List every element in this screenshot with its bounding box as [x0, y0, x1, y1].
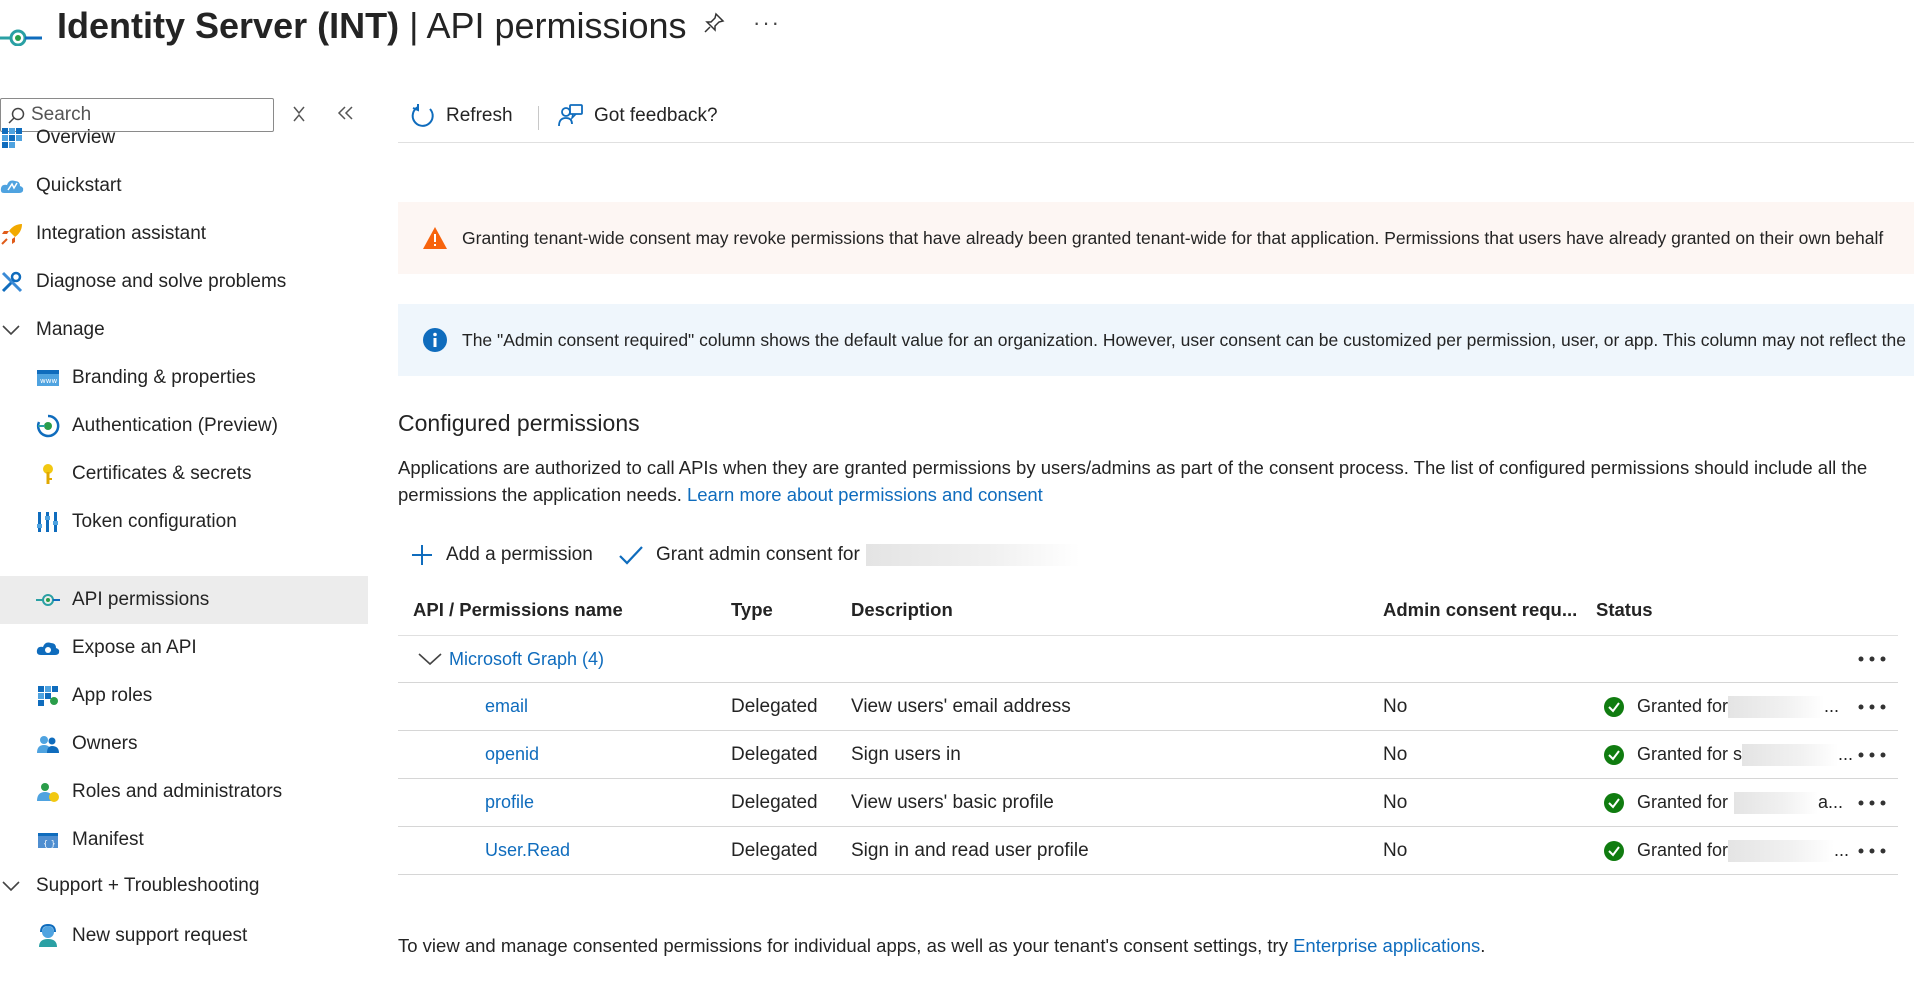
more-icon [1858, 704, 1886, 710]
refresh-icon [410, 103, 436, 129]
sidebar-group-label: Manage [36, 319, 105, 340]
section-title: Configured permissions [398, 410, 640, 436]
row-more-button[interactable] [1858, 779, 1886, 826]
row-more-button[interactable] [1858, 731, 1886, 778]
sidebar-item-label: New support request [72, 925, 248, 946]
microsoft-graph-link[interactable]: Microsoft Graph (4) [449, 648, 605, 669]
key-icon [36, 462, 60, 486]
status-ellipsis: ... [1824, 696, 1840, 716]
warning-banner [398, 202, 1914, 274]
rocket-icon [0, 222, 24, 246]
permission-name-link[interactable]: profile [485, 792, 535, 812]
sidebar-item-token-configuration[interactable] [0, 498, 368, 546]
redacted-tenant-name [1728, 840, 1834, 862]
chevron-down-icon [2, 880, 20, 892]
permission-type: Delegated [731, 791, 818, 813]
admin-consent-value: No [1383, 743, 1408, 765]
token-icon [36, 510, 60, 534]
table-row [398, 827, 1898, 875]
section-description [398, 454, 1898, 508]
sidebar-item-app-roles[interactable] [0, 672, 368, 720]
permission-type: Delegated [731, 695, 818, 717]
table-row [398, 683, 1898, 731]
footer-note [398, 935, 1485, 957]
warning-icon [422, 226, 448, 250]
svg-text:{ }: { } [43, 839, 56, 848]
permission-type: Delegated [731, 839, 818, 861]
warning-text: Granting tenant-wide consent may revoke permissions that have already been granted tenant-wide for that application. Permissions that users have already granted on their own behalf [462, 227, 1884, 248]
row-more-button[interactable] [1858, 683, 1886, 730]
manifest-icon [36, 828, 60, 852]
sidebar-item-label: Overview [36, 127, 116, 148]
info-text: The "Admin consent required" column shows the default value for an organization. However, user consent can be customized per permission, user, or app. This column may not reflect the [462, 329, 1906, 350]
cloud-icon [36, 636, 60, 660]
api-permissions-icon [36, 588, 60, 612]
sidebar-item-manifest[interactable] [0, 816, 368, 864]
quickstart-icon [0, 174, 24, 198]
sidebar-item-new-support-request[interactable] [0, 912, 368, 960]
sidebar-group-manage[interactable] [0, 306, 368, 354]
support-icon [36, 924, 60, 948]
page-title: Identity Server (INT) | API permissions [57, 5, 687, 46]
sidebar-item-diagnose[interactable] [0, 258, 368, 306]
sidebar-item-label: Owners [72, 733, 138, 754]
add-permission-button[interactable] [410, 535, 593, 575]
more-icon [1858, 848, 1886, 854]
more-icon [1858, 752, 1886, 758]
sidebar-item-branding[interactable] [0, 354, 368, 402]
sidebar-item-label: Authentication (Preview) [72, 415, 278, 436]
column-header-description[interactable]: Description [851, 599, 953, 620]
column-header-name[interactable]: API / Permissions name [413, 599, 623, 620]
sidebar-item-label: Quickstart [36, 175, 122, 196]
refresh-label: Refresh [446, 105, 513, 126]
status-ellipsis: ... [1838, 744, 1854, 764]
sidebar-item-integration-assistant[interactable] [0, 210, 368, 258]
add-permission-label: Add a permission [446, 544, 593, 565]
check-circle-icon [1603, 840, 1625, 862]
footer-text: To view and manage consented permissions for individual apps, as well as your tenant's consent settings, try [398, 935, 1294, 956]
command-bar [398, 92, 1914, 143]
check-circle-icon [1603, 744, 1625, 766]
status-text: Granted for [1637, 840, 1729, 860]
wrench-icon [0, 270, 24, 294]
sidebar-item-label: Integration assistant [36, 223, 207, 244]
chevron-down-icon [418, 652, 442, 666]
sidebar-group-support[interactable] [0, 862, 368, 910]
row-more-button[interactable] [1858, 827, 1886, 874]
sidebar-item-label: Diagnose and solve problems [36, 271, 287, 292]
sidebar-item-roles-admins[interactable] [0, 768, 368, 816]
sidebar-item-label: App roles [72, 685, 153, 706]
redacted-tenant-name [866, 544, 1080, 566]
sidebar-item-authentication[interactable] [0, 402, 368, 450]
owners-icon [36, 732, 60, 756]
app-roles-icon [36, 684, 60, 708]
permission-name-link[interactable]: openid [485, 744, 540, 764]
feedback-icon [558, 103, 584, 129]
grant-admin-consent-button[interactable] [618, 535, 1080, 575]
status-text: Granted for s [1637, 744, 1743, 764]
sidebar-item-certificates[interactable] [0, 450, 368, 498]
more-icon [1858, 800, 1886, 806]
app-registration-icon [0, 6, 44, 51]
sidebar-item-label: API permissions [72, 589, 210, 610]
roles-icon [36, 780, 60, 804]
more-icon [1858, 656, 1886, 662]
title-bar [0, 0, 1914, 60]
more-options-icon[interactable]: ··· [753, 10, 781, 35]
permission-name-link[interactable]: User.Read [485, 840, 571, 860]
sidebar-item-expose-api[interactable] [0, 624, 368, 672]
expand-group-button[interactable] [418, 636, 442, 682]
admin-consent-value: No [1383, 695, 1408, 717]
admin-consent-value: No [1383, 839, 1408, 861]
permission-description: View users' basic profile [851, 791, 1054, 813]
table-row [398, 779, 1898, 827]
status-cell [1603, 731, 1853, 778]
permission-description: View users' email address [851, 695, 1071, 717]
description-text: Applications are authorized to call APIs when they are granted permissions by users/admins as part of the consent process. The list of configured permissions should include all the permissions the application needs. [398, 457, 1868, 505]
status-ellipsis: ... [1834, 840, 1850, 860]
grant-consent-label: Grant admin consent for [656, 544, 860, 565]
redacted-tenant-name [1734, 792, 1818, 814]
api-group-row [398, 636, 1898, 683]
column-header-admin-consent[interactable]: Admin consent requ... [1383, 599, 1578, 620]
table-row [398, 731, 1898, 779]
branding-icon [36, 366, 60, 390]
sidebar-item-label: Token configuration [72, 511, 237, 532]
learn-more-link[interactable]: Learn more about permissions and consent [686, 484, 1043, 505]
status-text: Granted for [1637, 792, 1729, 812]
authentication-icon [36, 414, 60, 438]
permission-description: Sign users in [851, 743, 961, 765]
footer-period: . [1480, 935, 1486, 956]
svg-text:www: www [40, 377, 58, 385]
sidebar-item-label: Expose an API [72, 637, 197, 658]
check-circle-icon [1603, 696, 1625, 718]
sidebar-item-owners[interactable] [0, 720, 368, 768]
status-cell [1603, 827, 1849, 874]
info-icon [422, 327, 448, 353]
check-circle-icon [1603, 792, 1625, 814]
info-banner [398, 304, 1914, 376]
sidebar-item-label: Certificates & secrets [72, 463, 252, 484]
sidebar-item-label: Branding & properties [72, 367, 256, 388]
status-ellipsis: a... [1818, 792, 1844, 812]
toolbar-divider [538, 106, 539, 130]
sidebar [0, 92, 368, 1004]
plus-icon [410, 543, 434, 567]
column-header-type[interactable]: Type [731, 599, 773, 620]
enterprise-applications-link[interactable]: Enterprise applications [1293, 935, 1481, 956]
feedback-button[interactable] [558, 98, 718, 134]
permission-name-link[interactable]: email [485, 696, 529, 716]
refresh-button[interactable] [410, 98, 513, 134]
sidebar-item-overview[interactable] [0, 114, 368, 162]
sidebar-item-label: Roles and administrators [72, 781, 283, 802]
status-cell [1603, 683, 1839, 730]
column-header-status[interactable]: Status [1596, 599, 1653, 620]
group-more-button[interactable] [1858, 636, 1886, 682]
redacted-tenant-name [1728, 696, 1824, 718]
overview-icon [0, 126, 24, 150]
admin-consent-value: No [1383, 791, 1408, 813]
checkmark-icon [618, 544, 644, 566]
pin-icon[interactable] [703, 12, 725, 39]
status-cell [1603, 779, 1843, 826]
sidebar-item-quickstart[interactable] [0, 162, 368, 210]
sidebar-item-label: Manifest [72, 829, 144, 850]
sidebar-item-api-permissions[interactable] [0, 576, 368, 624]
redacted-tenant-name [1742, 744, 1838, 766]
status-text: Granted for [1637, 696, 1729, 716]
permission-type: Delegated [731, 743, 818, 765]
chevron-down-icon [2, 324, 20, 336]
sidebar-group-label: Support + Troubleshooting [36, 875, 260, 896]
permission-description: Sign in and read user profile [851, 839, 1089, 861]
feedback-label: Got feedback? [594, 105, 718, 126]
table-header [398, 585, 1898, 636]
